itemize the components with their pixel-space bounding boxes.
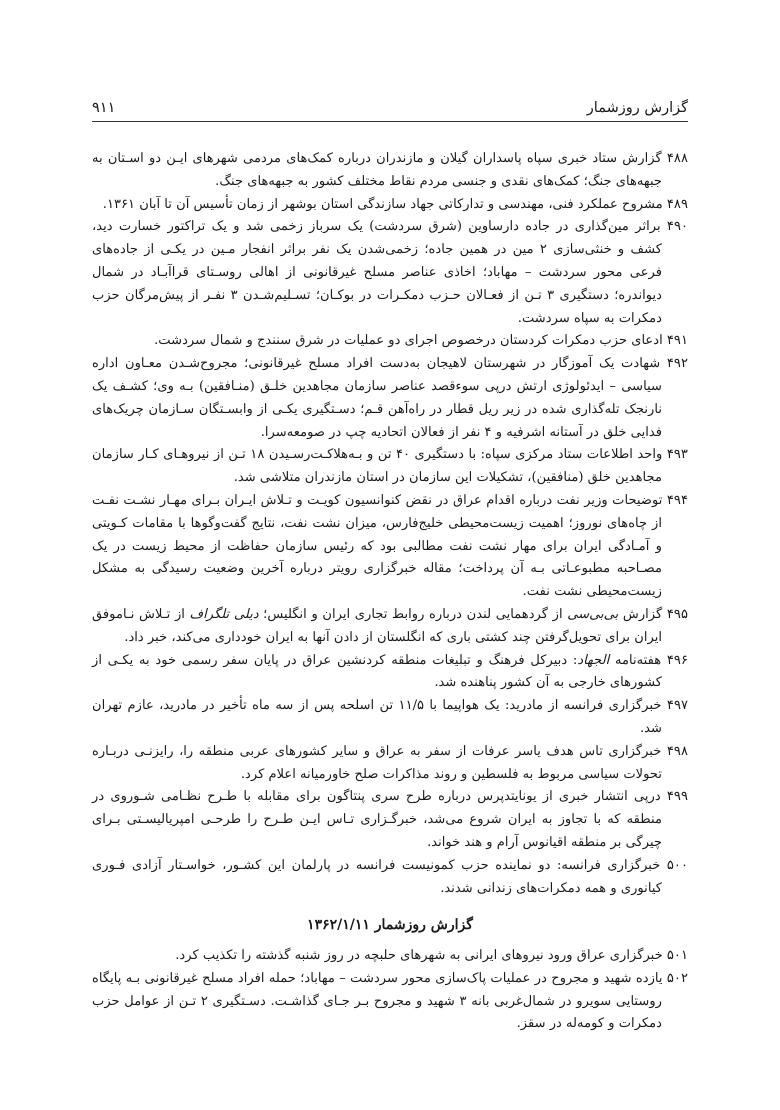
body-text [92,148,688,1036]
entry-488: ۴۸۸ گزارش ستاد خبری سپاه پاسداران گیلان و مازندران درباره کمک‌های مردمی شهرهای ایـن دو اسـتان به جبهه‌های جنگ؛ کمک‌های نقدی و جنسی مردم نقاط مختلف کشور به جبهه‌های جنگ. [92,151,688,189]
running-title: گزارش روزشمار [586,100,688,116]
entry-498: ۴۹۸ خبرگزاری تاس هدف یاسر عرفات از سفر به عراق و سایر کشورهای عربی منطقه را، رایزنـی دربـاره تحولات سیاسی مربوط به فلسطین و روند مذاکرات صلح خاورمیانه اعلام کرد. [92,743,688,782]
page-number: ۹۱۱ [92,100,116,116]
entry-501: ۵۰۱ خبرگزاری عراق ورود نیروهای ایرانی به شهرهای حلبچه در روز شنبه گذشته را تکذیب کرد. [175,948,688,964]
entry-494: ۴۹۴ توضیحات وزیر نفت درباره اقدام عراق در نقض کنوانسیون کویـت و تـلاش ایـران بـرای مهـار نشـت نفـت از چاه‌های نوروز؛ اهمیت زیست‌محیطی خلیج‌فارس، میزان نشت نفت، نتایج گفت‌وگوها با مقامات کـویتی و آمـادگی ایران برای مهار نشت نفت مطالبی بود که رئیس سازمان حفاظت از محیط زیست در یک مصـاحبه مطبوعـاتی بـه آن پرداخت؛ مقاله خبرگزاری رویتر درباره آخرین وضعیت رسیدگی به مشکل زیست‌محیطی نشت نفت. [92,492,688,600]
entry-496: ۴۹۶ هفته‌نامه الجهاد: دبیرکل فرهنگ و تبلیغات منطقه کردنشین عراق در پایان سفر رسمی خود به یکـی از کشورهای خارجی به آن کشور پناهنده شد. [92,652,688,691]
entry-497: ۴۹۷ خبرگزاری فرانسه از مادرید: یک هواپیما با ۱۱/۵ تن اسلحه پس از سه ماه تأخیر در مادرید، عازم تهران شد. [92,698,689,736]
entry-493: ۴۹۳ واحد اطلاعات ستاد مرکزی سپاه: با دستگیری ۴۰ تن و بـه‌هلاکـت‌رسـیدن ۱۸ تـن از نیروهـای کـار سازمان مجاهدین خلق (منافقین)، تشکیلات این سازمان در استان مازندران متلاشی شد. [92,447,688,486]
entry-495: ۴۹۵ گزارش بی‌بی‌سی از گردهمایی لندن درباره روابط تجاری ایران و انگلیس؛ دیلی تلگراف از تـلاش نـاموفق ایران برای تحویل‌گرفتن چند کشتی باری که انگلستان از دادن آنها به ایران خودداری می‌کند، خبر داد. [92,606,688,645]
entry-491: ۴۹۱ ادعای حزب دمکرات کردستان درخصوص اجرای دو عملیات در شرق سنندج و شمال سردشت. [154,333,688,349]
header-rule [92,121,688,122]
entry-492: ۴۹۲ شهادت یک آموزگار در شهرستان لاهیجان به‌دست افراد مسلح غیرقانونی؛ مجروح‌شـدن معـاون اداره سیاسی – ایدئولوژی ارتش درپی سوءقصد عناصر سازمان مجاهدین خلـق (منـافقین) بـه وی؛ کشـف یک نارنجک تله‌گذاری شده در زیر ریل قطار در راه‌آهن قـم؛ دسـتگیری یکـی از وابسـتگان سـازمان چریک‌های فدایی خلق در آستانه اشرفیه و ۴ نفر از فعالان اتحادیه چپ در صومعه‌سرا. [92,356,688,440]
entry-499: ۴۹۹ درپی انتشار خبری از یونایتدپرس درباره طرح سری پنتاگون برای مقابله با طـرح نظـامی شـوروی در منطقه که با تجاوز به ایران شروع می‌شد، خبرگـزاری تـاس ایـن طـرح را طرحـی امپریالیسـتی بـرای چیرگی بر منطقه اقیانوس آرام و هند خواند. [92,789,688,850]
section-heading: گزارش روزشمار ۱۳۶۲/۱/۱۱ [307,917,473,934]
entry-502: ۵۰۲ یازده شهید و مجروح در عملیات پاک‌سازی محور سردشت – مهاباد؛ حمله افراد مسلح غیرقانونی بـه پایگاه روستایی سویرو در شمال‌غربی بانه ۳ شهید و مجروح بـر جـای گذاشـت. دسـتگیری ۲ تـن از عوامل حزب دمکرات و کومه‌له در سقز. [92,970,688,1032]
entry-489: ۴۸۹ مشروح عملکرد فنی، مهندسی و تدارکاتی جهاد سازندگی استان بوشهر از زمان تأسیس آن تا آبان ۱۳۶۱. [102,196,688,212]
entry-500: ۵۰۰ خبرگزاری فرانسه: دو نماینده حزب کمونیست فرانسه در پارلمان این کشـور، خواسـتار آزادی فـوری کیانوری و همه دمکرات‌های زندانی شدند. [92,857,688,896]
entry-490: ۴۹۰ براثر مین‌گذاری در جاده دارساوین (شرق سردشت) یک سرباز زخمی شد و یک تراکتور خسارت دید، کشف و خنثی‌سازی ۲ مین در همین جاده؛ زخمی‌شدن یک نفر براثر انفجار مـین در یکـی از جاده‌های فرعی محور سردشت – مهاباد؛ اخاذی عناصر مسلح غیرقانونی از اهالی روسـتای قراآبـاد در شمال دیواندره؛ دستگیری ۳ تـن از فعـالان حـزب دمکـرات در بوکـان؛ تسـلیم‌شـدن ۳ نفـر از پیش‌مرگان حزب دمکرات به سپاه سردشت. [92,219,689,326]
page-header [92,90,688,116]
